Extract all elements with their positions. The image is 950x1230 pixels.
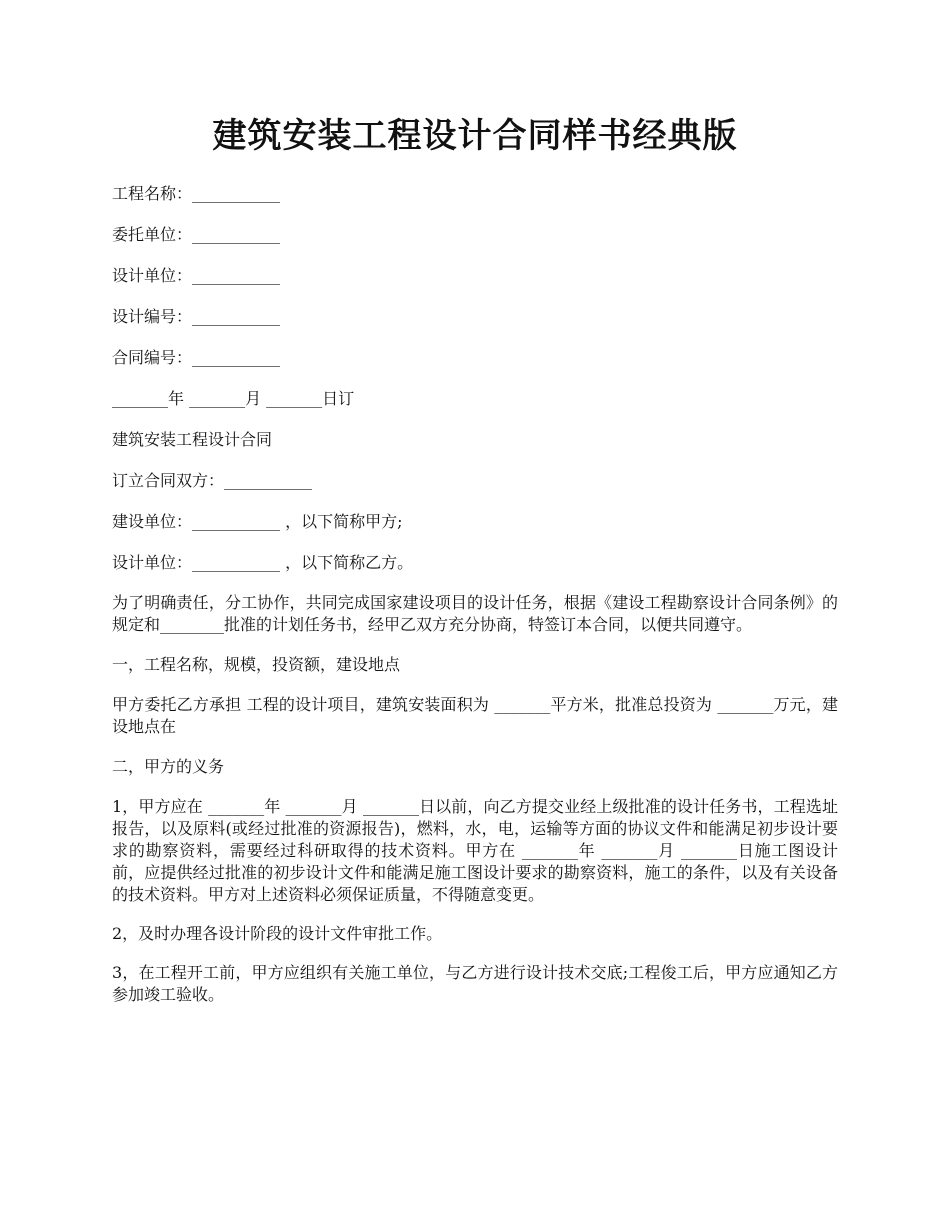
party-a-line: 建设单位：___________ ，以下简称甲方; [112,512,403,531]
section-2-heading: 二，甲方的义务 [112,757,225,776]
field-design-number: 设计编号：___________ [112,307,281,326]
date-line: _______年 _______月 _______日订 [112,389,355,408]
parties-intro: 订立合同双方：___________ [112,471,313,490]
field-design-unit: 设计单位：___________ [112,266,281,285]
contract-heading: 建筑安装工程设计合同 [112,430,273,449]
party-b-line: 设计单位：___________ ，以下简称乙方。 [112,553,414,572]
section-2-item-1: 1，甲方应在 _______年 _______月 _______日以前，向乙方提交业经上级批准的设计任务书，工程选址报告，以及原料(或经过批准的资源报告)，燃料，水，电，运输等方面的协议文件和能满足初步设计要求的勘察资料，需要经过科研取得的技术资料。甲方在 _______年 _______月 _______日施工图设计前，应提供经过批准的初步设计文件和能满足施工图设计要求的勘察资料，施工的条件，以及有关设备的技术资料。甲方对上述资料必须保证质量，不得随意变更。 [112,797,838,904]
field-client-unit: 委托单位：___________ [112,225,281,244]
document-title: 建筑安装工程设计合同样书经典版 [212,116,738,156]
section-2-item-2: 2，及时办理各设计阶段的设计文件审批工作。 [112,924,443,943]
section-1-body: 甲方委托乙方承担 工程的设计项目，建筑安装面积为 _______平方米，批准总投资为 _______万元，建设地点在 [112,695,838,736]
section-1-heading: 一，工程名称，规模，投资额，建设地点 [112,655,401,674]
preamble-paragraph: 为了明确责任，分工协作，共同完成国家建设项目的设计任务，根据《建设工程勘察设计合同条例》的规定和________批准的计划任务书，经甲乙双方充分协商，特签订本合同，以便共同遵守。 [112,593,838,634]
section-2-item-3: 3，在工程开工前，甲方应组织有关施工单位，与乙方进行设计技术交底;工程俊工后，甲方应通知乙方参加竣工验收。 [112,963,838,1004]
field-project-name: 工程名称：___________ [112,184,281,203]
field-contract-number: 合同编号：___________ [112,348,281,367]
